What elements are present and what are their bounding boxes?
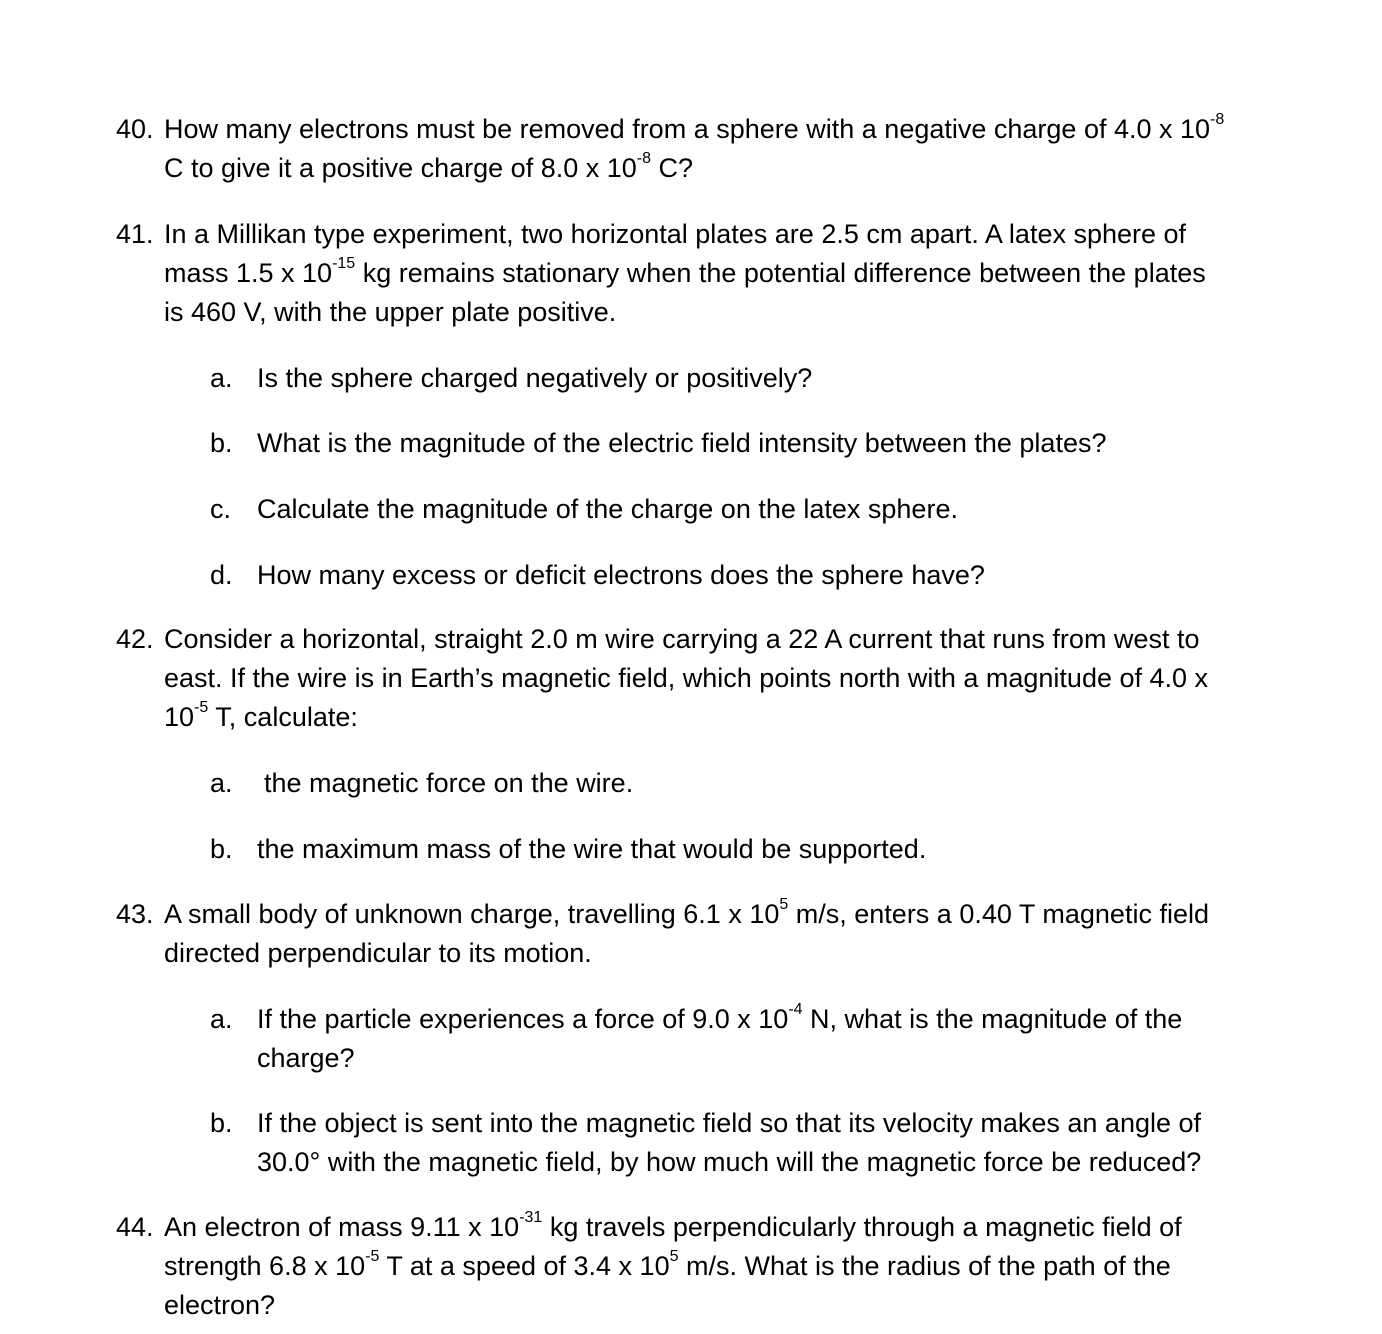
part-text: the magnetic force on the wire. [264, 768, 634, 798]
question-text [164, 895, 1276, 973]
text-line: charge? [257, 1043, 355, 1073]
text-line: east. If the wire is in Earth’s magnetic field, which points north with a magnitude of 4.0 x [164, 663, 1209, 693]
text-line: 30.0° with the magnetic field, by how much will the magnetic force be reduced? [257, 1147, 1202, 1177]
part-text: Is the sphere charged negatively or positively? [257, 363, 813, 393]
text-line: How many electrons must be removed from a sphere with a negative charge of 4.0 x $10^{-8}$ [164, 111, 1225, 144]
question-43 [116, 895, 1276, 973]
question-44 [116, 1208, 1276, 1325]
part-text [257, 1104, 1270, 1182]
question-number: 43. [116, 899, 154, 929]
text-line: is 460 V, with the upper plate positive. [164, 297, 617, 327]
question-text [164, 110, 1276, 188]
question-text [164, 215, 1276, 332]
question-text [164, 1208, 1276, 1325]
text-line: An electron of mass 9.11 x $10^{-31}$ kg travels perpendicularly through a magnetic field of [164, 1209, 1182, 1242]
part-letter: d. [210, 560, 233, 590]
text-line: directed perpendicular to its motion. [164, 938, 592, 968]
question-41-part-a [210, 359, 1270, 398]
text-line: If the object is sent into the magnetic field so that its velocity makes an angle of [257, 1108, 1202, 1138]
question-43-part-b [210, 1104, 1270, 1182]
text-line: If the particle experiences a force of 9.0 x $10^{-4}$ N, what is the magnitude of the [257, 1001, 1183, 1034]
question-42 [116, 620, 1276, 737]
question-42-part-a [210, 764, 1270, 803]
exponent: -31 [519, 1209, 543, 1226]
part-letter: a. [210, 768, 233, 798]
question-text [164, 620, 1276, 737]
part-text: the maximum mass of the wire that would be supported. [257, 834, 927, 864]
part-letter: c. [210, 494, 232, 524]
part-text: Calculate the magnitude of the charge on the latex sphere. [257, 494, 958, 524]
exponent: -15 [332, 255, 356, 272]
question-41-part-b [210, 424, 1270, 463]
part-text: What is the magnitude of the electric field intensity between the plates? [257, 428, 1107, 458]
exponent: 5 [669, 1248, 679, 1265]
part-letter: a. [210, 1004, 233, 1034]
part-letter: b. [210, 834, 233, 864]
exponent: -4 [788, 1001, 803, 1018]
question-41 [116, 215, 1276, 332]
question-number: 42. [116, 624, 154, 654]
exponent: 5 [779, 896, 789, 913]
part-letter: b. [210, 428, 233, 458]
part-letter: b. [210, 1108, 233, 1138]
question-41-part-c [210, 490, 1270, 529]
exponent: -8 [1210, 111, 1225, 128]
question-number: 41. [116, 219, 154, 249]
text-line: strength 6.8 x $10^{-5}$ T at a speed of 3.4 x $10^5$ m/s. What is the radius of the path of the [164, 1248, 1171, 1281]
text-line: electron? [164, 1290, 276, 1320]
text-line: C to give it a positive charge of 8.0 x $10^{-8}$ C? [164, 150, 694, 183]
exponent: -5 [194, 699, 209, 716]
question-41-part-d [210, 556, 1270, 595]
exponent: -5 [365, 1248, 380, 1265]
text-line: $10^{-5}$ T, calculate: [164, 699, 358, 732]
question-number: 40. [116, 114, 154, 144]
question-43-part-a [210, 1000, 1270, 1078]
question-42-part-b [210, 830, 1270, 869]
text-line: Consider a horizontal, straight 2.0 m wire carrying a 22 A current that runs from west to [164, 624, 1200, 654]
exponent: -8 [636, 150, 651, 167]
question-number: 44. [116, 1212, 154, 1242]
part-text [257, 1000, 1270, 1078]
part-text: How many excess or deficit electrons does the sphere have? [257, 560, 985, 590]
text-line: A small body of unknown charge, travelling 6.1 x $10^5$ m/s, enters a 0.40 T magnetic field [164, 896, 1209, 929]
text-line: mass 1.5 x $10^{-15}$ kg remains stationary when the potential difference between the plates [164, 255, 1206, 288]
part-letter: a. [210, 363, 233, 393]
text-line: In a Millikan type experiment, two horizontal plates are 2.5 cm apart. A latex sphere of [164, 219, 1187, 249]
question-40 [116, 110, 1276, 188]
